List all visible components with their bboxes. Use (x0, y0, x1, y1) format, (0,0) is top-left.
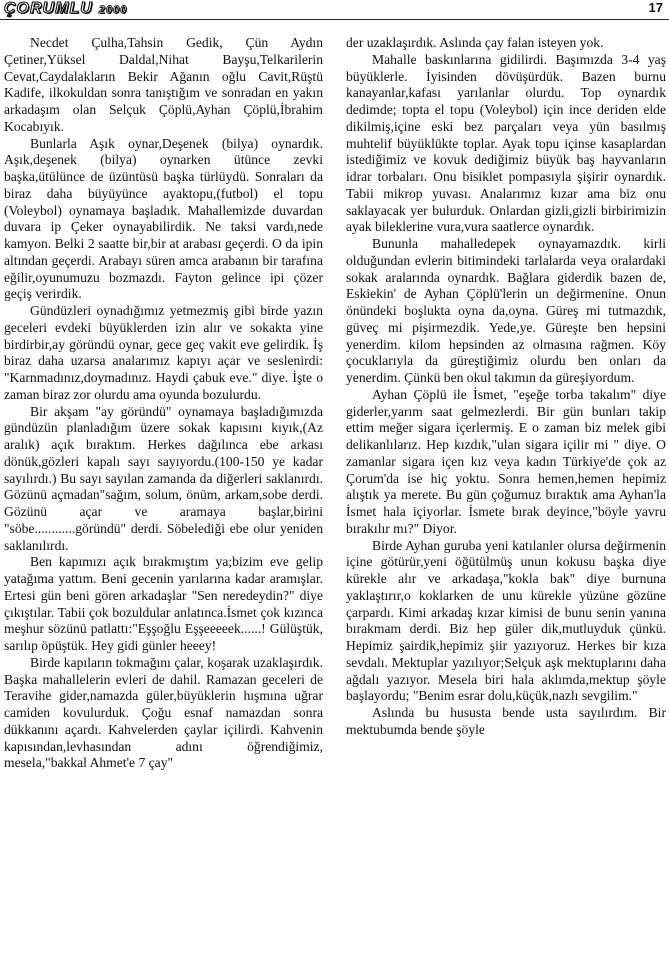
left-column (4, 35, 323, 965)
paragraph: Birde Ayhan guruba yeni katılanler olursa değirmenin içine götürür,yeni öğütülmüş unun kokusu başka diye kürekle alır ve arkadaşa,"kokla bak" diye burnuna yaklaştırır,o koklarken de unu kürekle yüzüne gözüne çarpardı. Kimi arkadaş kızar kimisi de bunu senin yanına bırakmam derdi. Biz hep güler dik,mutluyduk çünkü. Hepimiz şairdik,hepimiz şiir yazıyoruz. Herkes bir kıza sevdalı. Mektuplar yazılıyor;Selçuk aşk mektuplarını daha ağdalı yazıyor. Mesela biri hala aklımda,mektup şöyle başlayordu; "Benim esrar dolu,küçük,nazlı sevgilim." (346, 537, 666, 704)
paragraph: Birde kapıların tokmağını çalar, koşarak uzaklaşırdık. Başka mahallelerin evleri de dahil. Ramazan geceleri de Teravihe gider,namazda güler,büyüklerin hışmına uğrar camiden kovulurduk. Çoğu esnaf namazdan sonra dükkanını açardı. Kahvelerden çaylar içilirdi. Kahvenin kapısından,levhasından adını öğrendiğimiz, mesela,"bakkal Ahmet'e 7 çay" (4, 654, 323, 771)
paragraph: Aslında bu hususta bende usta sayılırdım. Bir mektubumda bende şöyle (346, 705, 666, 737)
magazine-year: 2000 (98, 4, 128, 16)
header-rule (0, 19, 669, 20)
page-number: 17 (648, 0, 663, 15)
paragraph: Necdet Çulha,Tahsin Gedik, Çün Aydın Çetiner,Yüksel Daldal,Nihat Bayşu,Telkarilerin Cevat,Caydalakların Bekir Ağanın oğlu Cavit,Rüştü Kadife, ilkokuldan sonra tanıştığım ve sonradan en yakın arkadaşım olan Selçuk Çöplü,Ayhan Çöplü,İbrahim Kocabıyık. (4, 35, 323, 134)
paragraph: Mahalle baskınlarına gidilirdi. Başımızda 3-4 yaş büyüklerle. İyisinden dövüşürdük. Bazen burnu kanayanlar,kafası yarılanlar olurdu. Top oynardık dedimde; topta el topu (Voleybol) için ince deriden elde dikilmiş,içine eski bez parçaları veya yün basılmış muhtelif büyüklükte toplar. Ayak topu içinse kasaplardan istediğimiz ve kovuk dediğimiz büyük baş hayvanların idrar torbaları. Onu bisiklet pompasıyla şişirir oynardık. Tabii mikrop yuvası. Analarımız kızar ama biz onu saklayacak yer bulurduk. Onlardan gizli,gizli birbirimizin ayak bileklerine vura,vura saatlerce oynardık. (346, 51, 666, 235)
right-column (346, 35, 666, 965)
paragraph: der uzaklaşırdık. Aslında çay falan isteyen yok. (346, 35, 604, 50)
magazine-name: ÇORUMLU (4, 0, 93, 17)
paragraph: Ayhan Çöplü ile İsmet, "eşeğe torba takalım" diye giderler,yarım saat gelmezlerdi. Bir gün bunları takip ettim meğer sigara içerlermiş. E o zaman biz melek gibi delikanlılarız. Hep kızdık,"ulan sigara içilir mi " diye. O zamanlar sigara içen kız veya kadın Türkiye'de çok az Çorum'da ise hiç yoktu. Sonra hemen,hemen hepimiz alıştık ya merete. Bu gün çoğumuz bıraktık ama Ayhan'la İsmet hala içiyorlar. İsmete bırak deyince,"böyle yavru bırakılır mı?" Diyor. (346, 386, 666, 536)
paragraph: Bunlarla Aşık oynar,Deşenek (bilya) oynardık. Aşık,deşenek (bilya) oynarken ütünce zevki başka,ütülünce de üzüntüsü başka türlüydü. Sonraları da biraz daha büyüyünce ayaktopu,(futbol) el topu (Voleybol) oynamaya başladık. Mahallemizde duvardan duvara ip Çeker oynayabilirdik. Ne taksi vardı,nede kamyon. Belki 2 saatte bir,bir at arabası geçerdi. O da ipin altından geçerdi. Arabayı süren amca arabanın bir tarafına eğilir,oyunumuzu bozmazdı. Fayton gelince ipi çözer geçiş verirdik. (4, 135, 323, 302)
paragraph: Ben kapımızı açık bırakmıştım ya;bizim eve gelip yatağıma yattım. Beni gecenin yarılarına kadar aramışlar. Ertesi gün beni gören arkadaşlar "Sen neredeydin?" diye çıkıştılar. Tabii çok bozuldular anlatınca.İsmet çok kızınca meşhur sözünü patlattı:"Eşşoğlu Eşşeeeeek......! Gülüştük, sarılıp öpüştük. Hey gidi günler heeey! (4, 554, 323, 653)
paragraph: Bununla mahalledepek oynayamazdık. kirli olduğundan evlerin bitimindeki tarlalarda veya oralardaki sokak aralarında oynardık. Bağlara giderdik bazen de, Eskiekin' de Ayhan Çöplü'lerin un değirmenine. Onun önündeki boşlukta oyna da,oyna. Güreş mi tutmazdık, güveç mi pişirmezdik. Yede,ye. Güreşte ben hepsini yenerdim. kilom hepsinden az olmasına rağmen. Köy çocuklarıyla da güreştiğimiz olurdu ben onları da yenerdim. Çünkü ben okul takımın da güreşiyordum. (346, 236, 666, 385)
paragraph: Bir akşam "ay göründü" oynamaya başladığımızda gündüzün planladığım üzere sokak kapısını kıyık,(Az aralık) açık bıraktım. Herkes dağılınca ebe arkası dönük,gözleri kapalı sayı sayıyordu.(100-150 ye kadar sayılırdı.) Bu sayı sayılan zamanda da diğerleri saklanırdı. Gözünü açmadan"sağım, solum, önüm, arkam,sobe derdi. Gözünü açar ve aramaya başlar,birini "söbe............göründü" derdi. Söbelediği ebe olur yeniden saklanılırdı. (4, 403, 323, 553)
magazine-title (4, 0, 127, 18)
paragraph: Gündüzleri oynadığımız yetmezmiş gibi birde yazın geceleri evdeki büyüklerden izin alır ve sokakta yine birdirbir,ay göründü oynar, gece geç vakit eve gelirdik. İş biraz daha uzarsa analarımız kapıyı açar ve seslenirdi: "Karnmadınız,doymadınız. Haydi çabuk eve." diye. İşte o zaman biraz zor olurdu ama oyunda bozulurdu. (4, 303, 323, 402)
page-header (0, 0, 669, 26)
